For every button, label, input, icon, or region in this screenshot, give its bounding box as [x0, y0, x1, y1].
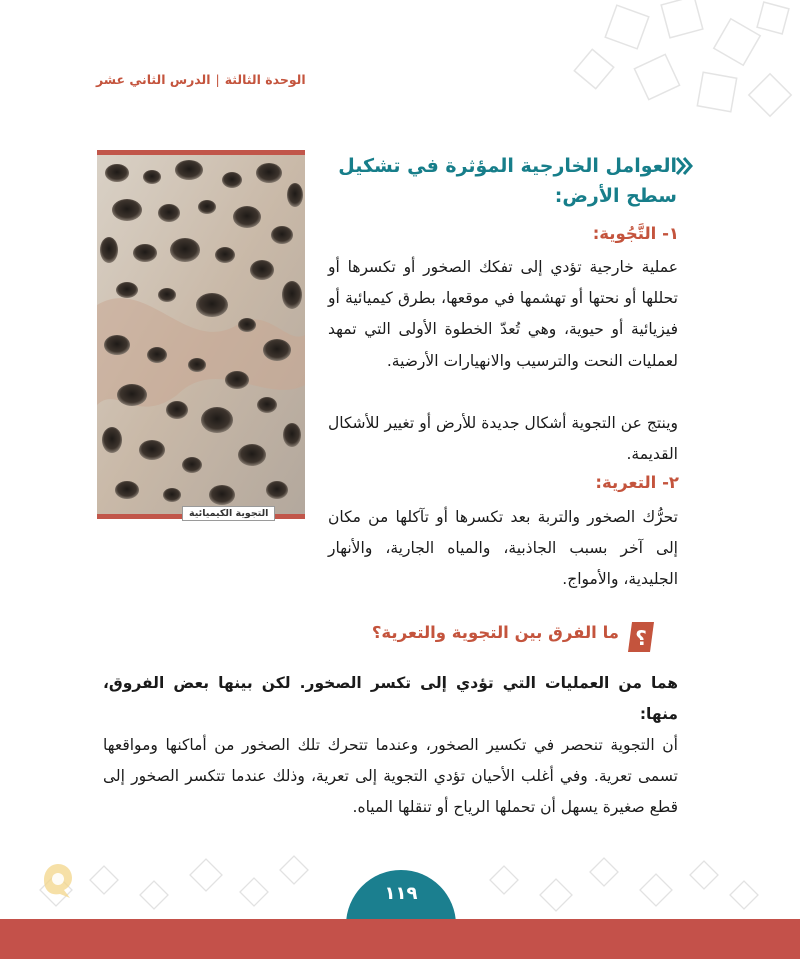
breadcrumb-separator: |: [215, 72, 220, 87]
unit-label: الوحدة الثالثة: [224, 72, 306, 87]
footer-bar: [0, 919, 800, 959]
svg-text:؟: ؟: [635, 626, 647, 650]
weathering-result: وينتج عن التجوية أشكال جديدة للأرض أو تغيير للأشكال القديمة.: [328, 414, 678, 464]
figure-caption: التجوية الكيميائية: [182, 506, 275, 521]
section-title: العوامل الخارجية المؤثرة في تشكيل سطح الأرض:: [338, 155, 677, 207]
publisher-logo-icon: [40, 862, 76, 902]
erosion-definition: تحرُّك الصخور والتربة بعد تكسرها أو تآكلها من مكان إلى آخر بسبب الجاذبية، والمياه الجارية، والأنهار الجليدية، والأمواج.: [328, 508, 678, 589]
figure: [97, 150, 305, 522]
breadcrumb: [96, 72, 306, 87]
page-number: ١١٩: [384, 883, 418, 904]
question-title: ما الفرق بين التجوية والتعرية؟: [371, 623, 619, 642]
question-answer: [103, 668, 678, 823]
weathering-definition: عملية خارجية تؤدي إلى تفكك الصخور أو تكسرها أو تحللها أو نحتها أو تهشمها في موقعها، بطرق كيميائية أو فيزيائية أو حيوية، وهي تُعدّ الخطوة الأولى التي تمهد لعمليات النحت والترسيب والانهيارات الأرضية.: [328, 258, 678, 370]
chemical-weathering-photo: [97, 155, 305, 514]
question-icon: [626, 620, 660, 654]
double-chevron-icon: [675, 156, 693, 176]
weathering-heading: ١- التَّجُوية:: [592, 224, 679, 243]
lesson-label: الدرس الثاني عشر: [96, 72, 211, 87]
decorative-pattern-top: [470, 0, 800, 140]
answer-lead: هما من العمليات التي تؤدي إلى تكسر الصخور. لكن بينها بعض الفروق، منها:: [103, 674, 678, 723]
erosion-heading: ٢- التعرية:: [595, 473, 679, 492]
answer-body: أن التجوية تنحصر في تكسير الصخور، وعندما تتحرك تلك الصخور من أماكنها ومواقعها تسمى تعرية. وفي أغلب الأحيان تؤدي التجوية إلى تعرية، وذلك عندما تتكسر الصخور إلى قطع صغيرة يسهل أن تحملها الرياح أو تنقلها المياه.: [103, 736, 678, 816]
